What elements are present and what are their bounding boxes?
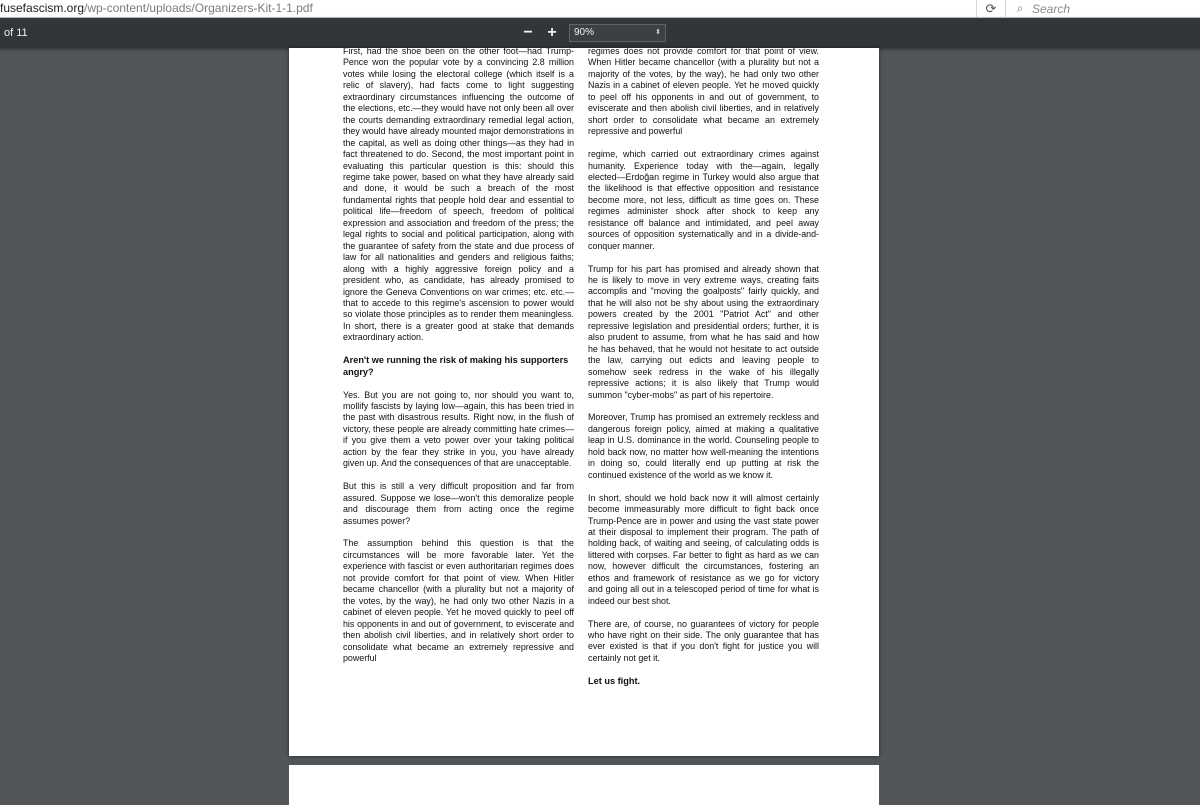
left-column-heading: Aren't we running the risk of making his supporters angry? [343,355,569,377]
left-column-paragraph: First, had the shoe been on the other foot—had Trump-Pence won the popular vote by a convincing 2.8 million votes while losing the electoral college (which itself is a relic of slavery), had facts come to light suggesting extraordinary circumstances influencing the outcome of the elections, etc.—they would have not only been all over the courts demanding extraordinary remedial legal action, they would have already mounted major demonstrations in the capital, as well as doing other things—as they had in fact threatened to do. Second, the most important point in evaluating this particular question is this: should this regime take power, based on what they have already said and done, it would be such a breach of the most fundamental rights that people hold dear and essential to political life—freedom of speech, freedom of political expression and association and freedom of the press; the legal rights to social and political participation, along with the guarantee of safety from the state and due process of law for all nationalities and genders and religious faiths; along with a highly aggressive foreign policy and a president who, as candidate, has already promised to ignore the Geneva Conventions on war crimes; etc. etc.—that to accede to this regime's ascension to power would so violate those principles as to render them meaningless. In short, there is a greater good at stake that demands extraordinary action. [343,48,574,343]
left-column-paragraph: Yes. But you are not going to, nor should you want to, mollify fascists by laying low—again, this has been tried in the past with disastrous results. Right now, in the flush of victory, these people are already committing hate crimes—if you give them a veto power over your taking political action by the fear they strike in you, you have already given up. And the consequences of that are unacceptable. [343,389,574,469]
right-column-paragraph: Moreover, Trump has promised an extremely reckless and dangerous foreign policy, aimed at making a qualitative leap in U.S. dominance in the world. Counseling people to hold back now, no matter how well-meaning the intentions in doing so, could literally end up putting at risk the continued existence of the world as we know it. [588,412,819,480]
left-column-paragraph: But this is still a very difficult proposition and far from assured. Suppose we lose—won't this demoralize people and discourage them from acting once the regime assumes power? [343,481,574,526]
zoom-out-button[interactable]: − [523,24,533,41]
zoom-in-button[interactable]: + [547,24,557,41]
search-placeholder: Search [1032,1,1071,16]
zoom-caret-icon: ⬍ [655,29,661,36]
search-icon: ⌕ [1016,1,1024,15]
url-host: fusefascism.org [0,1,85,15]
pdf-next-page [289,765,879,805]
right-column-lead-paragraph: regimes does not provide comfort for that point of view. When Hitler became chancellor (with a plurality but not a majority of the votes, by the way), he had only two other Nazis in a cabinet of eleven people. Yet he moved quickly to peel off his opponents in and out of government, to eviscerate and then abolish civil liberties, and in relatively short order to consolidate what became an extremely repressive and powerful [588,48,819,137]
right-column [588,48,819,699]
pdf-toolbar [0,18,1200,48]
url-field[interactable] [0,0,313,17]
right-column-heading: Let us fight. [588,675,641,686]
reload-button[interactable] [976,0,1006,17]
zoom-value: 90% [574,27,595,38]
browser-address-bar [0,0,1200,18]
zoom-select[interactable] [569,24,666,42]
reload-icon: ⟳ [985,0,997,16]
search-input[interactable] [1008,0,1200,17]
left-column [343,48,574,676]
right-column-paragraph: In short, should we hold back now it will almost certainly become immeasurably more difficult to fight back once Trump-Pence are in power and using the vast state power at their disposal to implement their program. The path of holding back, of waiting and seeing, of calculating odds is littered with corpses. Far better to fight as hard as we can now, however difficult the circumstances, fostering an ethos and framework of resistance as we go for victory and going all out in a telescoped period of time for what is indeed our best shot. [588,492,819,606]
pdf-page [289,48,879,756]
left-column-paragraph: The assumption behind this question is that the circumstances will be more favorable later. Yet the experience with fascist or even authoritarian regimes does not provide comfort for that point of view. When Hitler became chancellor (with a plurality but not a majority of the votes, by the way), he had only two other Nazis in a cabinet of eleven people. Yet he moved quickly to peel off his opponents in and out of government, to eviscerate and then abolish civil liberties, and in relatively short order to consolidate what became an extremely repressive and powerful [343,538,574,663]
right-column-paragraph: There are, of course, no guarantees of victory for people who have right on their side. The only guarantee that has ever existed is that if you don't fight for justice you will certainly not get it. [588,618,819,663]
page-count: of 11 [4,27,28,39]
right-column-paragraph: regime, which carried out extraordinary crimes against humanity. Experience today with the—again, legally elected—Erdoğan regime in Turkey would also argue that the likelihood is that effective opposition and resistance become more, not less, difficult as time goes on. These regimes administer shock after shock to keep any resistance off balance and intimidated, and peel away sources of opposition systematically and in a divide-and-conquer manner. [588,149,819,251]
right-column-paragraph: Trump for his part has promised and already shown that he is likely to move in very extreme ways, creating faits accomplis and "moving the goalposts" fairly quickly, and that he will also not be shy about using the extraordinary powers created by the 2001 "Patriot Act" and other repressive legislation and presidential orders; further, it is also prudent to assume, from what he has said and how he has behaved, that he would not hesitate to act outside the law, carrying out edicts and leaving people to somehow seek redress in the wake of his illegally repressive actions; it is also likely that Trump would summon "cyber-mobs" as part of his repertoire. [588,263,819,400]
url-path: /wp-content/uploads/Organizers-Kit-1-1.pdf [84,1,313,15]
